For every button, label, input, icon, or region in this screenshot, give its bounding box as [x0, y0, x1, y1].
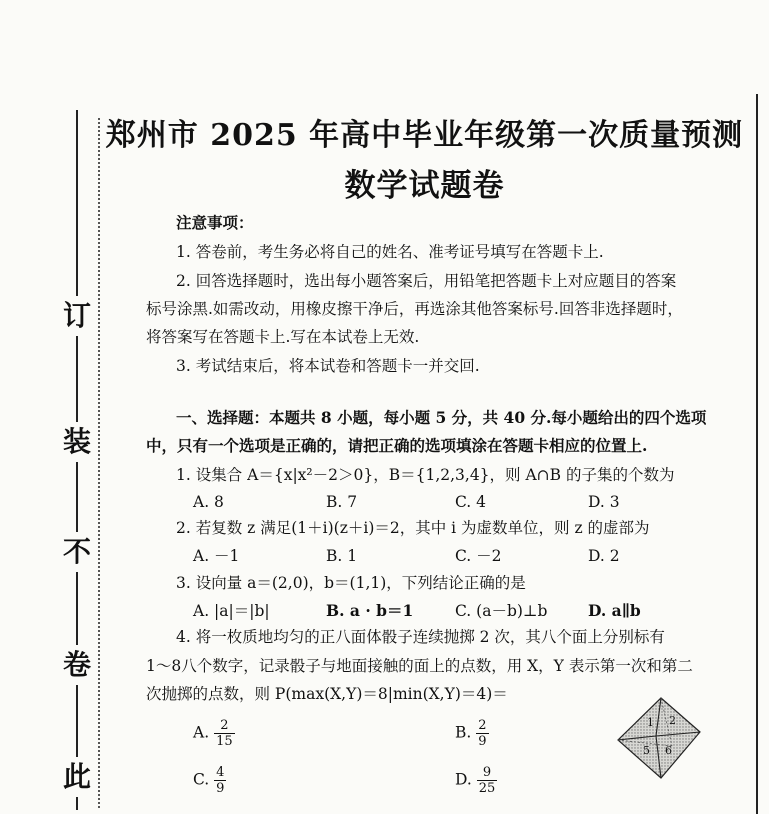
margin-char-ding: 订	[57, 296, 97, 336]
option-letter: D.	[455, 770, 472, 789]
margin-char-zhuang: 装	[57, 422, 97, 462]
die-face-label: 6	[665, 744, 672, 757]
question-4-stem: 4. 将一枚质地均匀的正八面体骰子连续抛掷 2 次，其八个面上分别标有	[176, 628, 665, 646]
section-intro: 一、选择题：本题共 8 小题，每小题 5 分，共 40 分.每小题给出的四个选项	[176, 408, 707, 427]
fraction	[214, 718, 235, 749]
fraction	[476, 718, 488, 749]
margin-char-juan: 卷	[57, 645, 97, 685]
q1-option-b: B. 7	[326, 493, 358, 511]
notice-heading: 注意事项：	[176, 213, 254, 232]
q2-option-c: C. －2	[455, 547, 502, 565]
fraction	[477, 765, 498, 796]
q3-option-b: B. a · b＝1	[326, 601, 414, 620]
margin-char-ci: 此	[57, 757, 97, 797]
margin-char-bu: 不	[57, 532, 97, 572]
option-letter: C.	[193, 770, 210, 789]
exam-title: 郑州市 2025 年高中毕业年级第一次质量预测	[105, 118, 744, 153]
exam-subtitle: 数学试题卷	[344, 168, 505, 204]
notice-item-2: 2. 回答选择题时，选出每小题答案后，用铅笔把答题卡上对应题目的答案	[176, 272, 677, 290]
q1-option-c: C. 4	[455, 493, 487, 511]
die-face-label: 1	[647, 716, 654, 729]
notice-item-2-cont2: 将答案写在答题卡上.写在本试卷上无效.	[146, 328, 420, 346]
notice-item-3: 3. 考试结束后，将本试卷和答题卡一并交回.	[176, 357, 480, 375]
q3-option-c: C. (a－b)⊥b	[455, 602, 548, 620]
numerator: 4	[216, 765, 225, 780]
denominator: 25	[478, 781, 496, 796]
numerator: 9	[477, 765, 498, 781]
denominator: 9	[478, 734, 487, 749]
numerator: 2	[214, 718, 235, 734]
q4-option-c	[193, 765, 226, 796]
question-1-stem: 1. 设集合 A＝{x|x²－2＞0}，B＝{1,2,3,4}，则 A∩B 的子集的个数为	[176, 466, 675, 484]
q4-option-a	[193, 718, 235, 749]
option-letter: A.	[193, 723, 210, 742]
numerator: 2	[478, 718, 487, 733]
q2-option-d: D. 2	[588, 547, 620, 565]
q3-option-d: D. a∥b	[588, 601, 641, 620]
notice-item-2-cont: 标号涂黑.如需改动，用橡皮擦干净后，再选涂其他答案标号.回答非选择题时，	[146, 300, 683, 318]
die-face-label: 5	[643, 744, 650, 757]
q2-option-a: A. －1	[193, 547, 240, 565]
q1-option-d: D. 3	[588, 493, 620, 511]
question-2-stem: 2. 若复数 z 满足(1＋i)(z＋i)＝2，其中 i 为虚数单位，则 z 的虚部为	[176, 519, 650, 537]
fraction	[214, 765, 226, 796]
question-4-stem-cont: 1～8八个数字，记录骰子与地面接触的面上的点数，用 X，Y 表示第一次和第二	[146, 657, 693, 675]
question-3-stem: 3. 设向量 a＝(2,0)，b＝(1,1)，下列结论正确的是	[176, 574, 526, 592]
dotted-cut-line	[98, 118, 100, 808]
q4-option-d	[455, 765, 497, 796]
die-face-label: 2	[669, 714, 676, 727]
q2-option-b: B. 1	[326, 547, 358, 565]
q4-option-b	[455, 718, 489, 749]
question-4-stem-cont2: 次抛掷的点数，则 P(max(X,Y)＝8|min(X,Y)＝4)＝	[146, 685, 508, 703]
denominator: 9	[216, 781, 225, 796]
octahedron-die-figure	[616, 696, 702, 780]
q1-option-a: A. 8	[193, 493, 224, 511]
option-letter: B.	[455, 723, 472, 742]
section-intro-cont: 中，只有一个选项是正确的，请把正确的选项填涂在答题卡相应的位置上.	[146, 436, 648, 455]
notice-item-1: 1. 答卷前，考生务必将自己的姓名、准考证号填写在答题卡上.	[176, 243, 604, 261]
denominator: 15	[216, 734, 233, 749]
q3-option-a: A. |a|＝|b|	[193, 602, 270, 620]
